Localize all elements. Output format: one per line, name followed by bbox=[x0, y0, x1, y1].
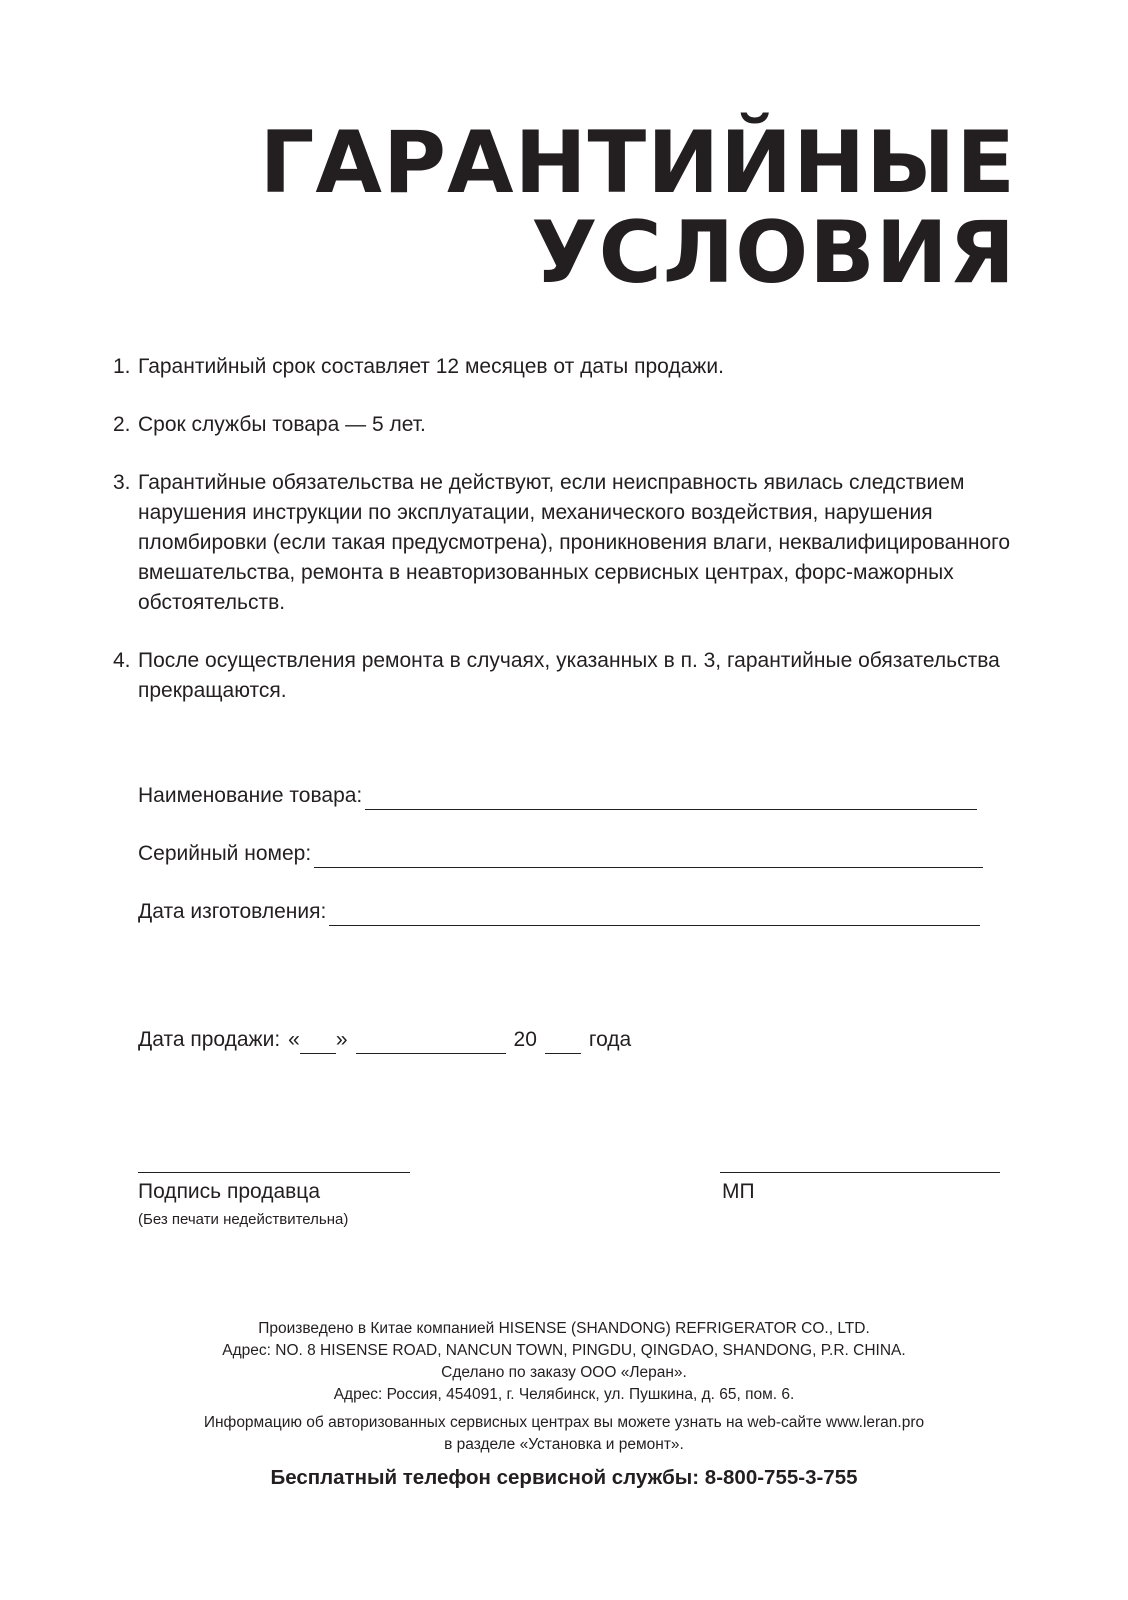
term-item bbox=[113, 646, 1013, 706]
term-number: 2. bbox=[113, 413, 131, 436]
footer-service-info-section: в разделе «Установка и ремонт». bbox=[444, 1436, 684, 1453]
open-quote: « bbox=[288, 1028, 300, 1051]
close-quote: » bbox=[335, 1028, 348, 1051]
term-item bbox=[113, 352, 1013, 382]
footer-ordered-by: Сделано по заказу ООО «Леран». bbox=[441, 1364, 687, 1381]
serial-number-blank[interactable] bbox=[314, 845, 983, 868]
seller-signature-line[interactable] bbox=[138, 1172, 410, 1173]
service-phone: Бесплатный телефон сервисной службы: 8-800-755-3-755 bbox=[270, 1466, 858, 1489]
sale-day-blank[interactable] bbox=[300, 1031, 336, 1054]
footer-manufacturer-address: Адрес: NO. 8 HISENSE ROAD, NANCUN TOWN, PINGDU, QINGDAO, SHANDONG, P.R. CHINA. bbox=[222, 1342, 906, 1359]
page-title bbox=[259, 113, 1016, 303]
serial-number-field bbox=[138, 840, 983, 868]
term-text: Срок службы товара — 5 лет. bbox=[138, 413, 426, 436]
serial-number-label: Серийный номер: bbox=[138, 842, 312, 865]
stamp-line[interactable] bbox=[720, 1172, 1000, 1173]
sale-date-label: Дата продажи: bbox=[138, 1028, 281, 1051]
product-name-field bbox=[138, 782, 977, 810]
product-name-label: Наименование товара: bbox=[138, 784, 363, 807]
sale-century: 20 bbox=[513, 1028, 537, 1051]
sale-year-blank[interactable] bbox=[545, 1031, 581, 1054]
stamp-label: МП bbox=[722, 1180, 755, 1203]
term-text: После осуществления ремонта в случаях, указанных в п. 3, гарантийные обязательства прекращаются. bbox=[138, 649, 1000, 702]
sale-year-word: года bbox=[588, 1028, 632, 1051]
title-line-1: ГАРАНТИЙНЫЕ bbox=[259, 113, 1016, 213]
seller-signature-note: (Без печати недействительна) bbox=[138, 1211, 349, 1228]
terms-list bbox=[113, 352, 1013, 734]
manufacture-date-field bbox=[138, 898, 980, 926]
footer-ordered-by-address: Адрес: Россия, 454091, г. Челябинск, ул. Пушкина, д. 65, пом. 6. bbox=[333, 1386, 795, 1403]
term-item bbox=[113, 468, 1013, 618]
term-text: Гарантийный срок составляет 12 месяцев от даты продажи. bbox=[138, 355, 724, 378]
footer bbox=[0, 1318, 1128, 1456]
product-name-blank[interactable] bbox=[365, 787, 977, 810]
term-number: 3. bbox=[113, 471, 131, 494]
term-text: Гарантийные обязательства не действуют, если неисправность явилась следствием нарушения инструкции по эксплуатации, механического воздействия, нарушения пломбировки (если такая предусмотрена), проникновения влаги, неквалифицированного вмешательства, ремонта в неавторизованных сервисных центрах, форс-мажорных обстоятельств. bbox=[138, 471, 1011, 614]
title-line-2: УСЛОВИЯ bbox=[531, 203, 1016, 303]
term-number: 1. bbox=[113, 355, 131, 378]
term-item bbox=[113, 410, 1013, 440]
footer-service-info: Информацию об авторизованных сервисных центрах вы можете узнать на web-сайте www.leran.pro bbox=[203, 1414, 925, 1431]
manufacture-date-blank[interactable] bbox=[329, 903, 980, 926]
seller-signature-label: Подпись продавца bbox=[138, 1180, 321, 1203]
footer-manufacturer: Произведено в Китае компанией HISENSE (SHANDONG) REFRIGERATOR CO., LTD. bbox=[258, 1320, 870, 1337]
term-number: 4. bbox=[113, 649, 131, 672]
sale-date-field bbox=[138, 1026, 631, 1054]
manufacture-date-label: Дата изготовления: bbox=[138, 900, 327, 923]
sale-month-blank[interactable] bbox=[356, 1031, 506, 1054]
